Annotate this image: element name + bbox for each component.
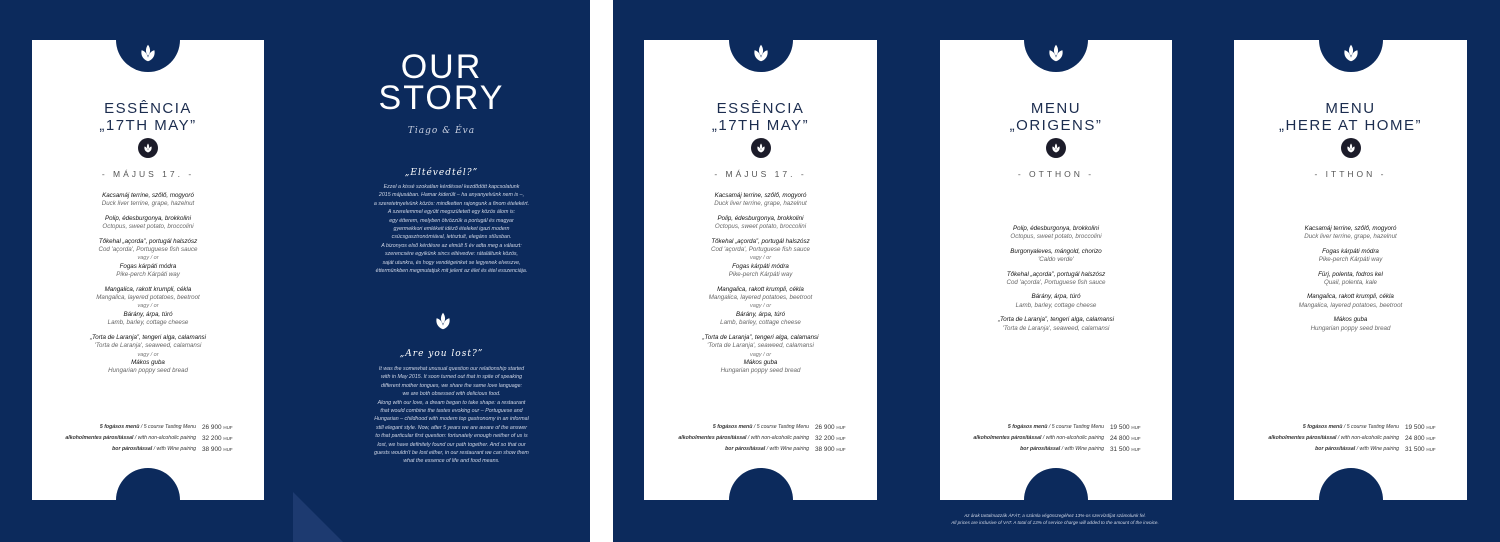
dish-item (32, 286, 264, 328)
price-row (644, 433, 877, 444)
dish-name-en: Pike-perch Kárpáti way (1318, 256, 1383, 264)
price-label (1008, 422, 1104, 433)
price-label (713, 422, 809, 433)
story-heading-en: „Are you lost?” (399, 349, 484, 359)
menu-title-line2: „17TH MAY” (99, 117, 197, 134)
story-text-hu (343, 183, 560, 275)
dish-name-en: Octopus, sweet potato, broccolini (102, 223, 194, 231)
story-title (293, 48, 590, 117)
menu-card (32, 40, 264, 500)
dish-item (1234, 316, 1467, 333)
price-label (1303, 422, 1399, 433)
price-value (202, 422, 233, 433)
price-label-en: / with non-alcoholic pairing (1336, 435, 1399, 441)
story-line: Hungarian – childhood with modern top gastronomy in an informal (374, 416, 529, 423)
price-label-en: / with non-alcoholic pairing (746, 435, 809, 441)
dish-alt-name-hu: Mákos guba (131, 358, 165, 366)
dish-item (32, 238, 264, 280)
dish-name-hu: Bárány, árpa, túró (1031, 293, 1081, 301)
dish-name-en: 'Torta de Laranja', seaweed, calamansi (707, 342, 814, 350)
right-menu-panel (613, 0, 1500, 542)
price-row (32, 433, 264, 444)
story-line: A bizonyos első kérdésre az elmúlt 5 év adta meg a választ: (381, 242, 522, 249)
dish-name-en: Mangalica, layered potatoes, beetroot (1298, 301, 1403, 309)
dish-item (32, 334, 264, 376)
price-label (1315, 444, 1399, 455)
price-amount: 31 500 (1110, 446, 1130, 453)
dish-name-en: Cod 'açorda', Portuguese fish sauce (710, 246, 810, 254)
menu-title (940, 100, 1172, 134)
price-label-hu: alkoholmentes párosítással (678, 435, 747, 441)
price-label-hu: bor párosítással (112, 446, 153, 452)
dish-name-hu: Tőkehal „açorda”, portugál halszósz (711, 237, 810, 245)
price-label-en: / 5 course Tasting Menu (139, 424, 196, 430)
dish-name-hu: „Torta de Laranja”, tengeri alga, calamansi (89, 333, 207, 341)
dish-alt-name-en: Hungarian poppy seed bread (108, 367, 188, 375)
dish-item (644, 286, 877, 328)
price-amount: 24 800 (1405, 435, 1425, 442)
dish-name-en: Hungarian poppy seed bread (1310, 324, 1391, 332)
dish-alt-name-hu: Fogas kárpáti módra (732, 262, 789, 270)
price-row (644, 422, 877, 433)
price-amount: 31 500 (1405, 446, 1425, 453)
leaf-badge-icon (138, 138, 158, 158)
story-line: 2015 májusában. Hamar kiderült – ha anyanyelvünk nem is –, (378, 192, 525, 199)
story-line: what the essence of life and food means. (403, 458, 500, 465)
story-text-en (343, 365, 560, 466)
dish-name-en: Mangalica, layered potatoes, beetroot (96, 294, 200, 302)
price-label-hu: 5 fogásos menü (712, 424, 753, 430)
price-value (1405, 444, 1436, 455)
dish-name-hu: Mangalica, rakott krumpli, cékla (1307, 293, 1394, 301)
dish-item (644, 192, 877, 209)
dish-name-en: Lamb, barley, cottage cheese (1015, 301, 1097, 309)
price-currency: HUF (836, 436, 846, 441)
dish-name-en: Cod 'açorda', Portuguese fish sauce (1006, 279, 1106, 287)
dish-item (940, 316, 1172, 333)
story-line: egy étterem, melyben ötvözzük a portugál és magyar (389, 217, 514, 224)
dish-name-en: Duck liver terrine, grape, hazelnut (714, 200, 807, 208)
leaf-logo-icon (432, 310, 454, 332)
price-amount: 26 900 (815, 424, 835, 431)
price-amount: 38 900 (202, 446, 222, 453)
dish-item (940, 293, 1172, 310)
menu-subtitle: - ITTHON - (1314, 169, 1387, 179)
menu-title-line1: MENU (1325, 100, 1376, 117)
price-currency: HUF (1426, 436, 1436, 441)
menu-card (1234, 40, 1467, 500)
dish-item (644, 334, 877, 376)
story-line: saját utunkra, és hogy vendégeinket se legyenek elveszve, (382, 259, 521, 266)
card-bottom-tab (729, 468, 793, 500)
price-row (940, 422, 1172, 433)
price-label (65, 433, 196, 444)
story-heading-hu: „Eltévedtél?” (404, 168, 479, 178)
price-amount: 19 500 (1405, 424, 1425, 431)
dish-item (1234, 293, 1467, 310)
price-label-en: / 5 course Tasting Menu (1047, 424, 1104, 430)
price-amount: 26 900 (202, 424, 222, 431)
our-story-panel (293, 0, 590, 542)
story-signature: Tiago & Éva (407, 126, 476, 136)
story-line: A szerelemmel együtt megszületett egy közös álom is: (387, 209, 516, 216)
price-value (815, 433, 846, 444)
dish-name-hu: Kacsamáj terrine, szőlő, mogyoró (1304, 225, 1397, 232)
price-label-hu: bor párosítással (1020, 446, 1061, 452)
dish-item (1234, 225, 1467, 242)
dish-alternative-or: vagy / or (137, 255, 159, 262)
price-label (1020, 444, 1104, 455)
story-line: lost, we have definitely found our path together. And so that our (377, 441, 526, 448)
price-currency: HUF (836, 425, 846, 430)
price-label (112, 444, 196, 455)
dish-name-en: Mangalica, layered potatoes, beetroot (708, 294, 813, 302)
dish-name-en: Duck liver terrine, grape, hazelnut (101, 200, 195, 208)
dish-item (940, 225, 1172, 242)
dish-item (32, 215, 264, 232)
card-bottom-tab (1024, 468, 1088, 500)
price-label-en: / with Wine pairing (1355, 446, 1399, 452)
dish-alt-name-en: Pike-perch Kárpáti way (116, 271, 180, 279)
price-currency: HUF (223, 436, 233, 441)
price-label-en: / with non-alcoholic pairing (1041, 435, 1104, 441)
dish-item (32, 192, 264, 209)
price-label-en: / with Wine pairing (1060, 446, 1104, 452)
price-label-hu: 5 fogásos menü (1302, 424, 1343, 430)
price-value (815, 444, 846, 455)
price-label (100, 422, 196, 433)
dish-alternative-or: vagy / or (749, 255, 772, 262)
price-label-hu: alkoholmentes párosítással (1268, 435, 1337, 441)
dish-name-en: 'Torta de Laranja', seaweed, calamansi (94, 342, 202, 350)
dish-item (1234, 271, 1467, 288)
price-label-en: / 5 course Tasting Menu (752, 424, 809, 430)
price-value (815, 422, 846, 433)
dish-name-en: Duck liver terrine, grape, hazelnut (1304, 233, 1397, 241)
price-label-hu: 5 fogásos menü (1007, 424, 1048, 430)
dish-name-en: Cod 'açorda', Portuguese fish sauce (98, 246, 198, 254)
menu-title-line1: MENU (1030, 100, 1082, 117)
dish-alt-name-hu: Bárány, árpa, túró (123, 310, 173, 318)
story-line: guests wouldn't be lost either, in our restaurant we can show them (374, 450, 529, 457)
dish-name-en: 'Torta de Laranja', seaweed, calamansi (1002, 324, 1110, 332)
menu-card (940, 40, 1172, 500)
price-currency: HUF (836, 447, 846, 452)
menu-title-line1: ESSÊNCIA (716, 100, 805, 117)
dish-alt-name-en: Pike-perch Kárpáti way (728, 271, 793, 279)
price-amount: 32 200 (202, 435, 222, 442)
price-row (1234, 422, 1467, 433)
story-line: Ezzel a kissé szokatlan kérdéssel kezdődött kapcsolatunk (383, 184, 520, 190)
dish-name-hu: „Torta de Laranja”, tengeri alga, calamansi (997, 316, 1115, 324)
story-line: we are both obsessed with delicious food. (402, 391, 501, 398)
dish-name-hu: Fogas kárpáti módra (1322, 247, 1379, 255)
price-label-en: / with Wine pairing (152, 446, 196, 452)
leaf-badge-icon (1046, 138, 1066, 158)
dish-alt-name-hu: Fogas kárpáti módra (119, 262, 177, 270)
menu-subtitle: - MÁJUS 17. - (714, 169, 807, 179)
menu-title (1234, 100, 1467, 134)
card-bottom-tab (1319, 468, 1383, 500)
dish-name-en: 'Caldo verde' (1038, 256, 1074, 264)
price-label-en: / with Wine pairing (765, 446, 809, 452)
price-label (1268, 433, 1399, 444)
story-line: to that particular first question: fortunately enough neither of us is (375, 433, 528, 440)
price-label (973, 433, 1104, 444)
story-line: csúcsgasztronómiával, letisztult, elegáns stílusban. (391, 234, 512, 241)
price-row (1234, 444, 1467, 455)
price-currency: HUF (223, 447, 233, 452)
dish-list (32, 192, 264, 382)
menu-title-line2: „ORIGENS” (1009, 117, 1103, 134)
price-label-hu: bor párosítással (725, 446, 766, 452)
left-menu-panel (0, 0, 293, 542)
story-line: a szeretetnyelvünk közös: mindketten rajongunk a finom ételekért. (373, 200, 530, 207)
story-line: different mother tongues, we share the same love language: (380, 382, 523, 389)
dish-name-hu: Mákos guba (1333, 316, 1368, 324)
dish-item (940, 248, 1172, 265)
footnote-hu: Az árak tartalmazzák ÁFÁT, a számla végösszegéhez 13%-os szervízdíjat számolunk fel. (964, 513, 1146, 518)
dish-alt-name-en: Hungarian poppy seed bread (720, 367, 801, 375)
price-row (644, 444, 877, 455)
dish-list (1234, 225, 1467, 339)
story-line: It was the somewhat unusual question our relationship started (378, 366, 525, 372)
price-row (940, 433, 1172, 444)
price-label-hu: alkoholmentes párosítással (973, 435, 1042, 441)
story-line: Along with our love, a dream began to take shape: a restaurant (377, 399, 526, 406)
dish-name-hu: Polip, édesburgonya, brokkolini (105, 214, 191, 222)
dish-name-hu: Tőkehal „açorda”, portugál halszósz (98, 237, 198, 245)
dish-name-hu: Mangalica, rakott krumpli, cékla (717, 285, 804, 293)
dish-name-hu: Polip, édesburgonya, brokkolini (1013, 225, 1099, 232)
story-line: still elegant style. Now, after 5 years we are aware of the answer (375, 424, 528, 431)
leaf-badge-icon (751, 138, 771, 158)
price-currency: HUF (1131, 447, 1141, 452)
price-row (32, 422, 264, 433)
card-bottom-tab (116, 468, 180, 500)
price-label (678, 433, 809, 444)
dish-alternative-or: vagy / or (749, 303, 772, 310)
price-currency: HUF (1131, 436, 1141, 441)
dish-name-hu: Tőkehal „açorda”, portugál halszósz (1006, 270, 1106, 278)
dish-name-hu: Fürj, polenta, fodros kel (1318, 270, 1383, 278)
price-label-hu: bor párosítással (1315, 446, 1356, 452)
price-currency: HUF (1131, 425, 1141, 430)
price-value (202, 444, 233, 455)
price-value (1110, 433, 1141, 444)
footnote (880, 512, 1230, 526)
price-amount: 38 900 (815, 446, 835, 453)
menu-title-line1: ESSÊNCIA (104, 100, 192, 117)
menu-subtitle: - MÁJUS 17. - (101, 169, 195, 179)
dish-name-en: Octopus, sweet potato, broccolini (1010, 233, 1102, 241)
price-list (1234, 422, 1467, 455)
story-title-line2: STORY (378, 79, 505, 117)
dish-name-hu: Kacsamáj terrine, szőlő, mogyoró (714, 192, 807, 199)
price-list (644, 422, 877, 455)
price-row (32, 444, 264, 455)
dish-alt-name-hu: Mákos guba (743, 358, 778, 366)
menu-title-line2: „17TH MAY” (711, 117, 810, 134)
dish-alt-name-en: Lamb, barley, cottage cheese (107, 319, 189, 327)
price-value (1405, 433, 1436, 444)
price-label-hu: 5 fogásos menü (99, 424, 140, 430)
leaf-logo-icon (137, 42, 159, 64)
dish-item (644, 238, 877, 280)
price-label-hu: alkoholmentes párosítással (65, 435, 134, 441)
leaf-logo-icon (750, 42, 772, 64)
price-list (32, 422, 264, 455)
menu-title (644, 100, 877, 134)
footnote-en: All prices are inclusive of VAT. A total of 13% of service charge will added to the amount of the invoice. (951, 520, 1159, 525)
menu-title (32, 100, 264, 134)
price-value (1405, 422, 1436, 433)
dish-name-hu: „Torta de Laranja”, tengeri alga, calamansi (702, 333, 819, 341)
price-value (202, 433, 233, 444)
leaf-badge-icon (1341, 138, 1361, 158)
price-amount: 32 200 (815, 435, 835, 442)
dish-name-en: Quail, polenta, kale (1324, 279, 1377, 287)
price-label-en: / with non-alcoholic pairing (133, 435, 196, 441)
story-title-line1: OUR (400, 48, 483, 86)
dish-alternative-or: vagy / or (749, 351, 772, 358)
dish-list (940, 225, 1172, 339)
price-label (725, 444, 809, 455)
dish-name-en: Octopus, sweet potato, broccolini (714, 223, 807, 231)
price-label-en: / 5 course Tasting Menu (1342, 424, 1399, 430)
dish-name-hu: Mangalica, rakott krumpli, cékla (104, 285, 192, 293)
price-list (940, 422, 1172, 455)
leaf-logo-icon (1340, 42, 1362, 64)
dish-list (644, 192, 877, 382)
dish-name-hu: Burgonyaleves, mángold, chorizo (1010, 247, 1102, 255)
dish-item (644, 215, 877, 232)
price-amount: 19 500 (1110, 424, 1130, 431)
price-currency: HUF (223, 425, 233, 430)
price-currency: HUF (1426, 447, 1436, 452)
dish-alternative-or: vagy / or (137, 351, 159, 358)
price-row (940, 444, 1172, 455)
price-value (1110, 444, 1141, 455)
menu-title-line2: „HERE AT HOME” (1279, 117, 1422, 134)
price-row (1234, 433, 1467, 444)
story-line: éttermünkben megmutatjuk mit jelent az élet és étel esszenciája. (375, 268, 528, 275)
dish-alternative-or: vagy / or (137, 303, 159, 310)
dish-name-hu: Polip, édesburgonya, brokkolini (717, 214, 804, 222)
leaf-logo-icon (1045, 42, 1067, 64)
story-line: szerencsére egyikünk sincs eltévedve: rátaláltunk közös, (384, 251, 519, 258)
dish-name-hu: Kacsamáj terrine, szőlő, mogyoró (102, 192, 194, 199)
dish-item (1234, 248, 1467, 265)
dish-alt-name-en: Lamb, barley, cottage cheese (720, 319, 801, 327)
price-value (1110, 422, 1141, 433)
dish-alt-name-hu: Bárány, árpa, túró (735, 310, 786, 318)
story-line: gyermekkori emlékeit idéző ételeket igazi modern (393, 226, 510, 233)
menu-subtitle: - OTTHON - (1017, 169, 1095, 179)
price-currency: HUF (1426, 425, 1436, 430)
story-line: with in May 2015. It soon turned out that in spite of speaking (380, 374, 523, 381)
story-line: that would combine the tastes evoking our – Portuguese and (380, 408, 523, 415)
page-fold (293, 492, 343, 542)
menu-card (644, 40, 877, 500)
price-amount: 24 800 (1110, 435, 1130, 442)
dish-item (940, 271, 1172, 288)
